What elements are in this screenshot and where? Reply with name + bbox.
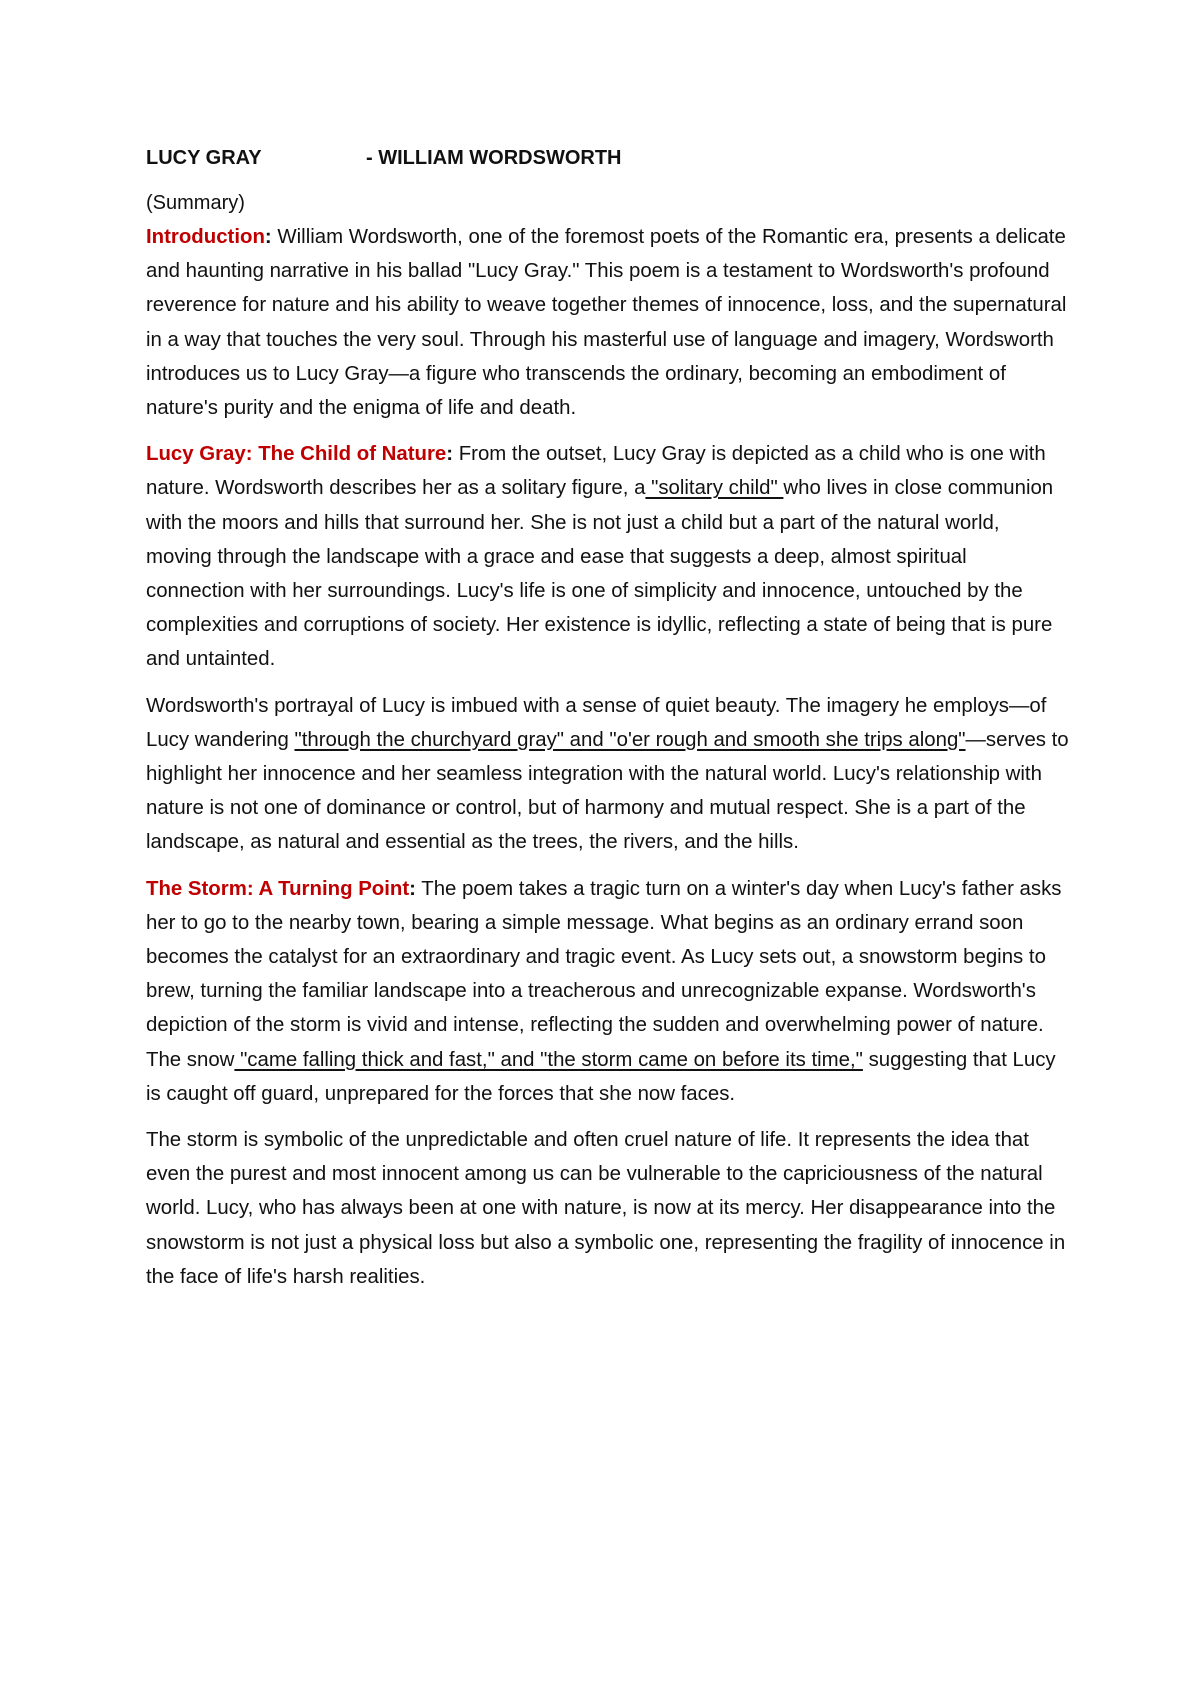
- paragraph-text: William Wordsworth, one of the foremost poets of the Romantic era, presents a delicate and haunting narrative in his ballad "Lucy Gray." This poem is a testament to Wordsworth's profound reverence for nature and his ability to weave together themes of innocence, loss, and the supernatural in a way that touches the very soul. Through his masterful use of language and imagery, Wordsworth introduces us to Lucy Gray—a figure who transcends the ordinary, becoming an embodiment of nature's purity and the enigma of life and death.: [146, 226, 1067, 420]
- title-poem: LUCY GRAY: [146, 147, 262, 169]
- heading-introduction: Introduction: [146, 226, 265, 248]
- paragraph-introduction: [146, 220, 1070, 425]
- underlined-quote: "through the churchyard gray" and "o'er rough and smooth she trips along": [294, 728, 966, 751]
- heading-child-of-nature: Lucy Gray: The Child of Nature: [146, 443, 447, 466]
- underlined-quote: "solitary child": [645, 477, 784, 500]
- paragraph-portrayal: [146, 689, 1070, 860]
- heading-colon: :: [264, 226, 272, 248]
- heading-colon: :: [446, 443, 454, 466]
- title-line: [146, 144, 1070, 172]
- heading-storm: The Storm: A Turning Point: [146, 877, 410, 900]
- paragraph-text: From the outset, Lucy Gray is depicted as a child who is one with nature. Wordsworth describes her as a solitary figure, a: [146, 443, 1046, 500]
- paragraph-text: Wordsworth's portrayal of Lucy is imbued with a sense of quiet beauty. The imagery he employs—of Lucy wandering: [146, 694, 1047, 751]
- paragraph-text: who lives in close communion with the moors and hills that surround her. She is not just a child but a part of the natural world, moving through the landscape with a grace and ease that suggests a deep, almost spiritual connection with her surroundings. Lucy's life is one of simplicity and innocence, untouched by the complexities and corruptions of society. Her existence is idyllic, reflecting a state of being that is pure and untainted.: [146, 477, 1054, 671]
- underlined-quote: "came falling thick and fast," and "the storm came on before its time,": [234, 1048, 863, 1071]
- paragraph-storm-symbolism: [146, 1123, 1070, 1294]
- heading-colon: :: [409, 877, 416, 900]
- subtitle: (Summary): [146, 192, 245, 214]
- title-author: - WILLIAM WORDSWORTH: [366, 147, 622, 169]
- paragraph-text: —serves to highlight her innocence and her seamless integration with the natural world. Lucy's relationship with nature is not one of dominance or control, but of harmony and mutual respect. She is a part of the landscape, as natural and essential as the trees, the rivers, and the hills.: [146, 728, 1069, 854]
- paragraph-child-of-nature: [146, 437, 1070, 676]
- paragraph-text: The storm is symbolic of the unpredictable and often cruel nature of life. It represents the idea that even the purest and most innocent among us can be vulnerable to the capriciousness of the natural world. Lucy, who has always been at one with nature, is now at its mercy. Her disappearance into the snowstorm is not just a physical loss but also a symbolic one, representing the fragility of innocence in the face of life's harsh realities.: [146, 1129, 1066, 1288]
- paragraph-storm: [146, 872, 1070, 1111]
- paragraph-text: The poem takes a tragic turn on a winter's day when Lucy's father asks her to go to the nearby town, bearing a simple message. What begins as an ordinary errand soon becomes the catalyst for an extraordinary and tragic event. As Lucy sets out, a snowstorm begins to brew, turning the familiar landscape into a treacherous and unrecognizable expanse. Wordsworth's depiction of the storm is vivid and intense, reflecting the sudden and overwhelming power of nature. The snow: [146, 877, 1062, 1071]
- paragraph-text: suggesting that Lucy is caught off guard, unprepared for the forces that she now faces.: [146, 1048, 1056, 1105]
